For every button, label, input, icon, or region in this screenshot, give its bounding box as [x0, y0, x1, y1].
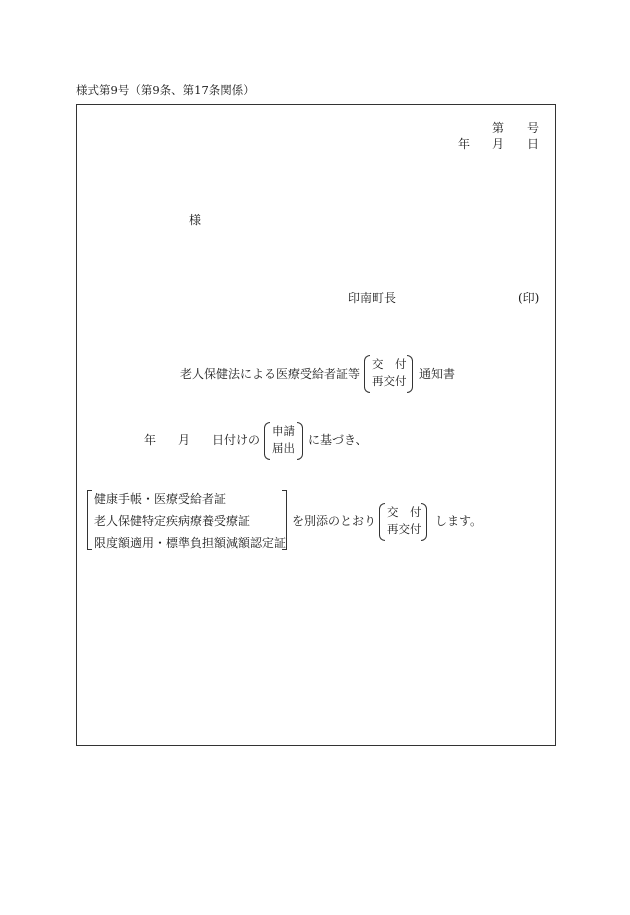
- basis-paren-right: [297, 422, 303, 460]
- title-option-issue: 交 付: [372, 357, 407, 371]
- title-prefix: 老人保健法による医療受給者証等: [180, 367, 361, 381]
- body-paren-right: [421, 503, 427, 541]
- items-bracket-right: [282, 490, 287, 550]
- body-option-reissue: 再交付: [387, 522, 422, 536]
- title-paren-left: [364, 355, 370, 393]
- basis-date-of: 日付けの: [212, 433, 261, 447]
- basis-suffix: に基づき、: [308, 433, 368, 447]
- date-year: 年: [458, 137, 471, 151]
- form-frame: [76, 104, 556, 746]
- title-suffix: 通知書: [419, 367, 456, 381]
- issuer-seal: (印): [518, 291, 540, 305]
- item-health-handbook: 健康手帳・医療受給者証: [94, 492, 227, 506]
- body-paren-left: [379, 503, 385, 541]
- item-limit-certificate: 限度額適用・標準負担額減額認定証: [94, 536, 287, 550]
- items-bracket-left: [87, 490, 92, 550]
- body-middle: を別添のとおり: [292, 514, 377, 528]
- date-month: 月: [492, 137, 505, 151]
- basis-year: 年: [144, 433, 157, 447]
- number-dai: 第: [492, 121, 505, 135]
- addressee-sama: 様: [189, 213, 202, 227]
- form-code: 様式第9号（第9条、第17条関係）: [76, 83, 255, 97]
- basis-month: 月: [178, 433, 191, 447]
- title-paren-right: [407, 355, 413, 393]
- basis-option-application: 申請: [272, 424, 295, 438]
- issuer-name: 印南町長: [348, 291, 397, 305]
- date-day: 日: [527, 137, 540, 151]
- item-specific-disease: 老人保健特定疾病療養受療証: [94, 514, 251, 528]
- basis-paren-left: [264, 422, 270, 460]
- body-suffix: します。: [435, 514, 483, 528]
- number-go: 号: [527, 121, 540, 135]
- body-option-issue: 交 付: [387, 505, 422, 519]
- basis-option-notification: 届出: [272, 441, 295, 455]
- title-option-reissue: 再交付: [372, 374, 407, 388]
